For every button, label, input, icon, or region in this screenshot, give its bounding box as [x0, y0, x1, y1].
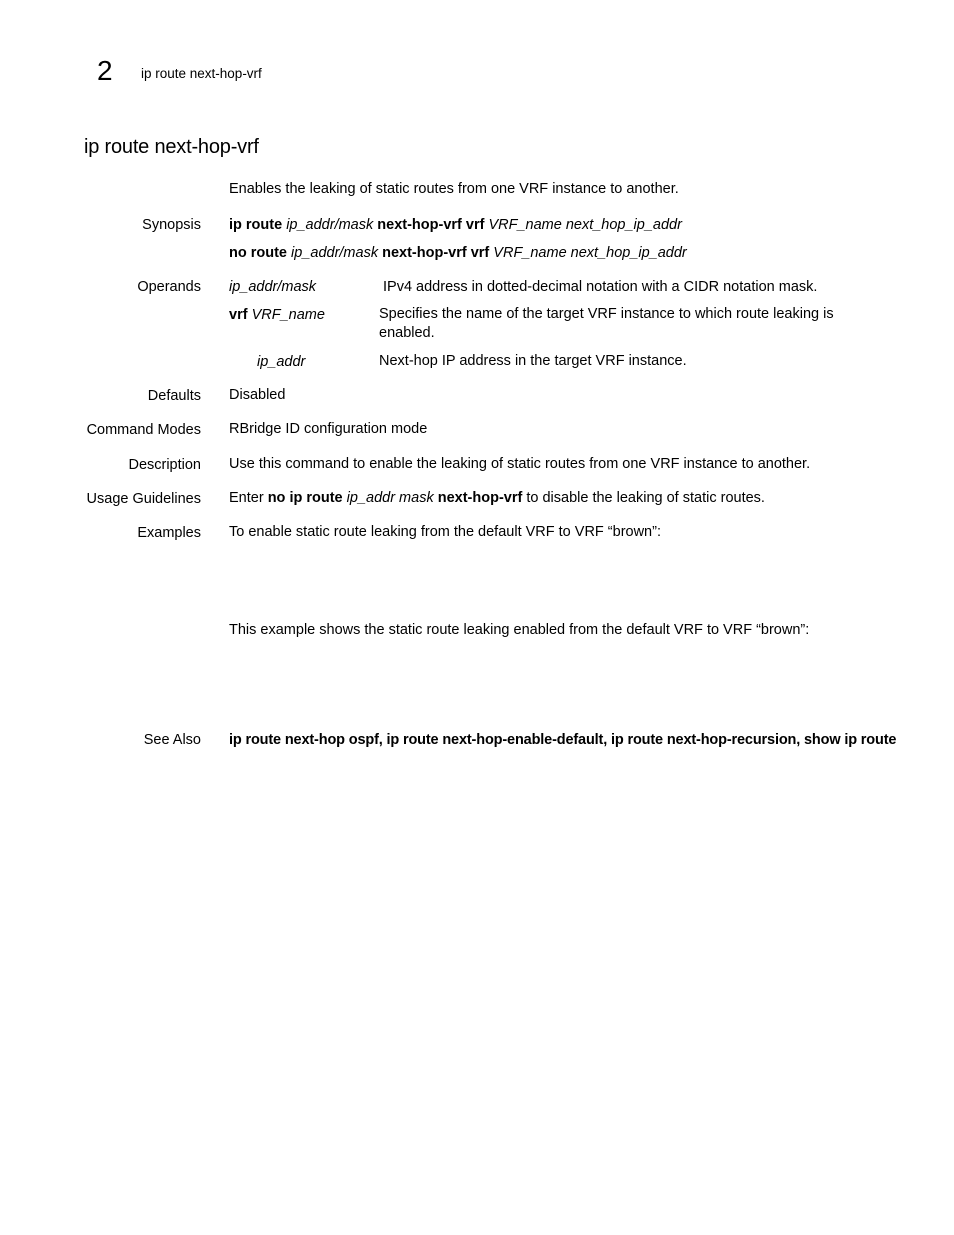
operand-desc-1: IPv4 address in dotted-decimal notation with a CIDR notation mask. [383, 279, 818, 295]
usage-post: to disable the leaking of static routes. [526, 490, 765, 506]
operand-desc-3: Next-hop IP address in the target VRF instance. [379, 353, 687, 369]
defaults-text: Disabled [229, 387, 286, 403]
operand-1-arg: ip_addr/mask [229, 279, 317, 295]
operand-3-arg: ip_addr [257, 354, 306, 370]
usage-arg: ip_addr mask [346, 490, 434, 506]
operand-term-3 [257, 353, 305, 371]
label-defaults: Defaults [147, 388, 201, 404]
operand-term-1 [229, 278, 316, 296]
operand-desc-2: Specifies the name of the target VRF instance to which route leaking is enabled. [379, 306, 834, 341]
synopsis-1-arg: ip_addr/mask [286, 217, 374, 233]
see-also-links: ip route next-hop ospf, ip route next-hop-enable-default, ip route next-hop-recursion, show ip route [229, 732, 897, 748]
synopsis-1-keyword-2: next-hop-vrf vrf [377, 217, 485, 233]
label-command-modes: Command Modes [86, 422, 201, 438]
synopsis-2-keyword-2: next-hop-vrf vrf [382, 245, 490, 261]
synopsis-1-arg-2: VRF_name next_hop_ip_addr [488, 217, 682, 233]
label-operands: Operands [137, 279, 201, 295]
synopsis-2-arg-2: VRF_name next_hop_ip_addr [493, 245, 687, 261]
synopsis-line-2 [229, 244, 687, 262]
usage-pre: Enter [229, 490, 264, 506]
command-modes-text: RBridge ID configuration mode [229, 421, 428, 437]
usage-keyword: no ip route [267, 490, 343, 506]
description-text: Use this command to enable the leaking of static routes from one VRF instance to another. [229, 456, 811, 472]
intro-text: Enables the leaking of static routes from one VRF instance to another. [229, 181, 679, 197]
synopsis-2-arg: ip_addr/mask [291, 245, 379, 261]
synopsis-2-keyword: no route [229, 245, 287, 261]
operand-2-arg: VRF_name [251, 307, 325, 323]
label-examples: Examples [137, 525, 201, 541]
label-see-also: See Also [143, 732, 201, 748]
examples-second-text: This example shows the static route leaking enabled from the default VRF to VRF “brown”: [229, 622, 810, 638]
label-usage-guidelines: Usage Guidelines [86, 491, 201, 507]
running-header-title: ip route next-hop-vrf [141, 66, 262, 81]
examples-intro-text: To enable static route leaking from the default VRF to VRF “brown”: [229, 524, 661, 540]
chapter-number: 2 [97, 55, 113, 86]
synopsis-1-keyword: ip route [229, 217, 283, 233]
synopsis-line-1 [229, 216, 682, 234]
section-title: ip route next-hop-vrf [84, 136, 259, 158]
operand-term-2 [229, 306, 325, 324]
usage-keyword-2: next-hop-vrf [437, 490, 523, 506]
label-description: Description [128, 457, 201, 473]
label-synopsis: Synopsis [142, 217, 201, 233]
operand-2-keyword: vrf [229, 307, 248, 323]
usage-guidelines-text [229, 489, 765, 507]
